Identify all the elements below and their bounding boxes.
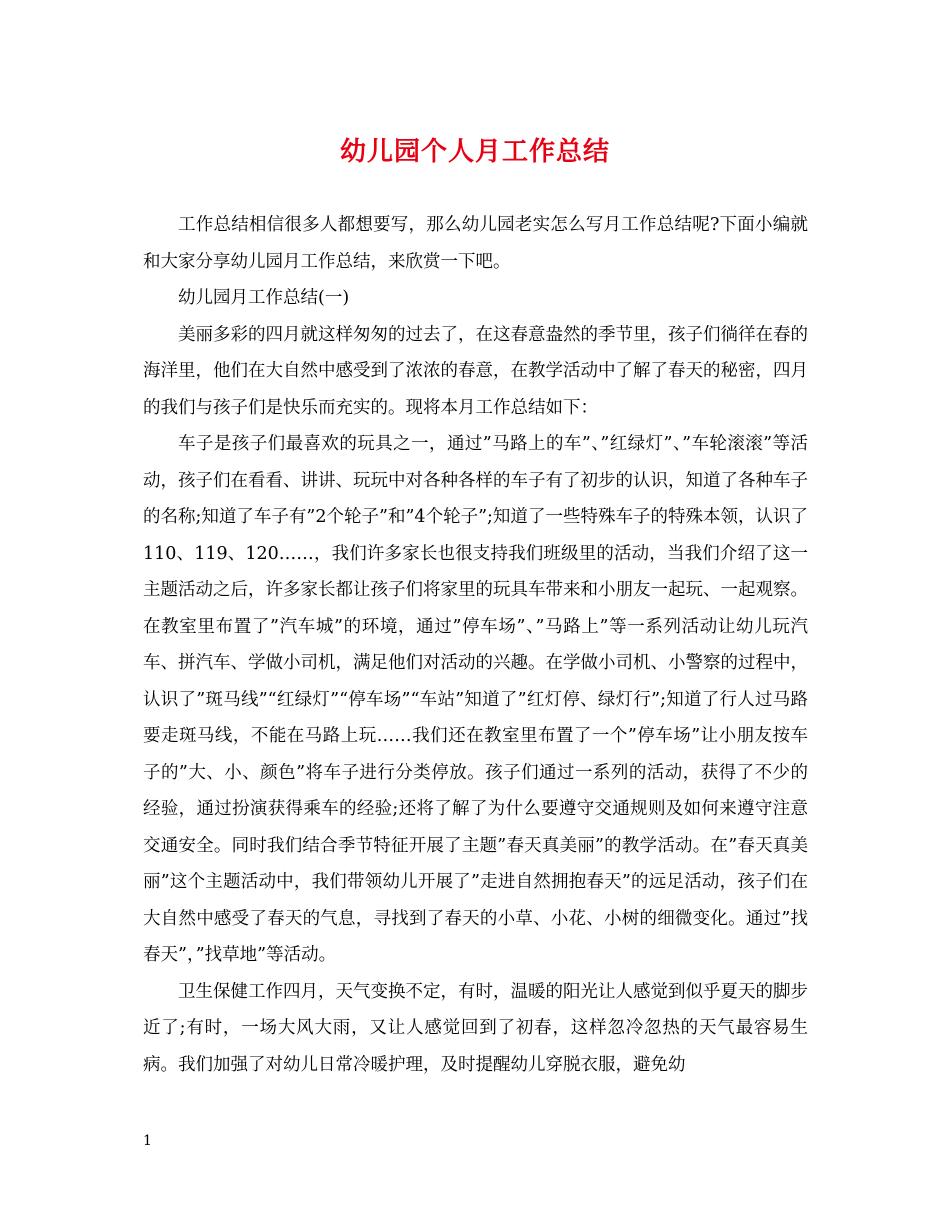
paragraph-april-overview: 美丽多彩的四月就这样匆匆的过去了，在这春意盎然的季节里，孩子们徜徉在春的海洋里，他们在大自然中感受到了浓浓的春意，在教学活动中了解了春天的秘密，四月的我们与孩子们是快乐而充实的。现将本月工作总结如下：	[143, 324, 808, 418]
document-body	[143, 207, 808, 1083]
document-title: 幼儿园个人月工作总结	[339, 137, 610, 167]
section-heading: 幼儿园月工作总结(一)	[178, 288, 350, 308]
paragraph-health-care: 卫生保健工作四月，天气变换不定，有时，温暖的阳光让人感觉到似乎夏天的脚步近了;有时，一场大风大雨，又让人感觉回到了初春，这样忽冷忽热的天气最容易生病。我们加强了对幼儿日常冷暖护理，及时提醒幼儿穿脱衣服，避免幼	[143, 981, 808, 1075]
page-number: 1	[143, 1133, 152, 1149]
paragraph-intro: 工作总结相信很多人都想要写，那么幼儿园老实怎么写月工作总结呢?下面小编就和大家分享幼儿园月工作总结，来欣赏一下吧。	[143, 215, 808, 272]
paragraph-vehicle-theme: 车子是孩子们最喜欢的玩具之一，通过”马路上的车”、”红绿灯”、”车轮滚滚”等活动，孩子们在看看、讲讲、玩玩中对各种各样的车子有了初步的认识，知道了各种车子的名称;知道了车子有”2个轮子”和”4个轮子”;知道了一些特殊车子的特殊本领，认识了110、119、120……，我们许多家长也很支持我们班级里的活动，当我们介绍了这一主题活动之后，许多家长都让孩子们将家里的玩具车带来和小朋友一起玩、一起观察。在教室里布置了”汽车城”的环境，通过”停车场”、”马路上”等一系列活动让幼儿玩汽车、拼汽车、学做小司机，满足他们对活动的兴趣。在学做小司机、小警察的过程中，认识了”斑马线”“红绿灯”“停车场”“车站”知道了”红灯停、绿灯行”;知道了行人过马路要走斑马线，不能在马路上玩……我们还在教室里布置了一个”停车场”让小朋友按车子的”大、小、颜色”将车子进行分类停放。孩子们通过一系列的活动，获得了不少的经验，通过扮演获得乘车的经验;还将了解了为什么要遵守交通规则及如何来遵守注意交通安全。同时我们结合季节特征开展了主题”春天真美丽”的教学活动。在”春天真美丽”这个主题活动中，我们带领幼儿开展了”走进自然拥抱春天”的远足活动，孩子们在大自然中感受了春天的气息，寻找到了春天的小草、小花、小树的细微变化。通过”找春天”，”找草地”等活动。	[143, 434, 808, 965]
